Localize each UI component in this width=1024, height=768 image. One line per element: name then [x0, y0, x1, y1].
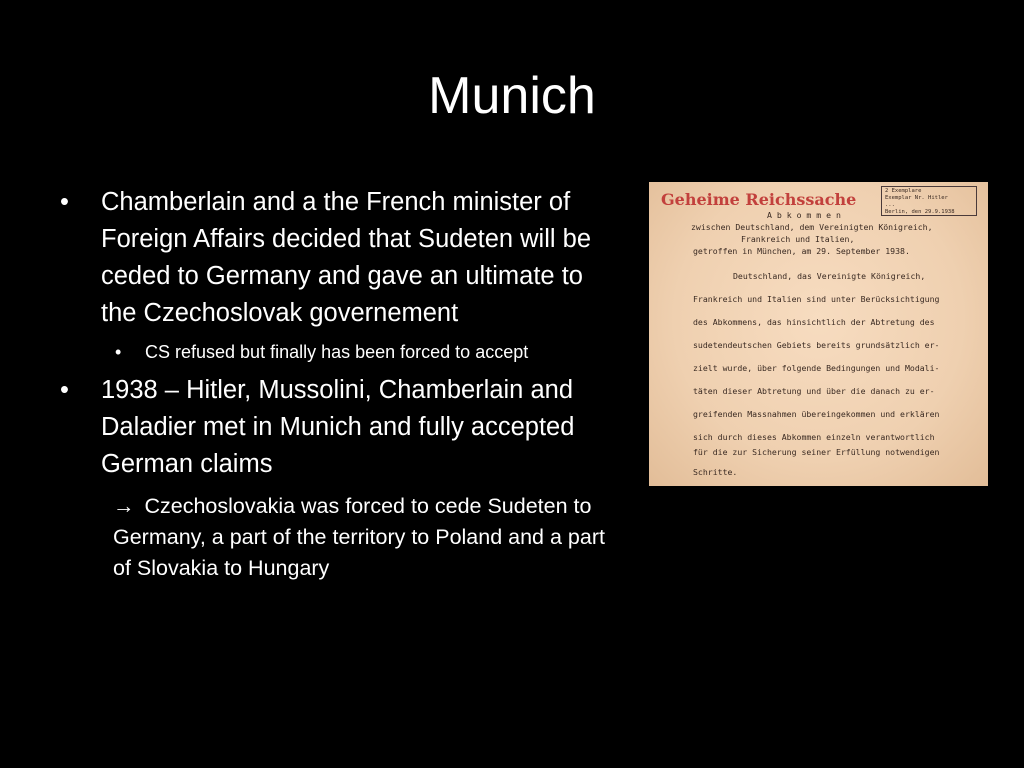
bullet-marker: • — [60, 376, 69, 404]
document-line: A b k o m m e n — [767, 210, 841, 220]
document-line: zwischen Deutschland, dem Vereinigten Königreich, — [691, 222, 933, 232]
document-line: sudetendeutschen Gebiets bereits grundsätzlich er- — [693, 340, 940, 350]
sub-bullet-item-1 — [60, 338, 625, 366]
document-line: greifenden Massnahmen übereingekommen und erklären — [693, 409, 940, 419]
bullet-marker: • — [60, 188, 69, 216]
bullet-continuation — [113, 491, 625, 584]
treaty-document-image — [649, 182, 988, 486]
document-line: Frankreich und Italien, — [741, 234, 855, 244]
bullet-text: Chamberlain and a the French minister of Foreign Affairs decided that Sudeten will be ceded to Germany and gave an ultimate to the Czechoslovak governement — [101, 188, 592, 327]
bullet-item-2 — [60, 372, 625, 483]
bullet-item-1 — [60, 184, 625, 332]
slide-title: Munich — [428, 67, 596, 125]
sub-bullet-text: CS refused but finally has been forced to accept — [145, 342, 529, 362]
document-line: Schritte. — [693, 467, 738, 477]
document-line: Deutschland, das Vereinigte Königreich, — [733, 271, 926, 281]
sub-bullet-marker: • — [115, 342, 122, 362]
bullet-text: 1938 – Hitler, Mussolini, Chamberlain and Daladier met in Munich and fully accepted German claims — [101, 376, 575, 478]
document-line: täten dieser Abtretung und über die danach zu er- — [693, 386, 935, 396]
document-line: Frankreich und Italien sind unter Berücksichtigung — [693, 294, 940, 304]
arrow-right-icon: → — [113, 494, 135, 518]
document-stamp: 2 Exemplare Exemplar Nr. Hitler ... Berlin, den 29.9.1938 — [881, 186, 977, 216]
bullet-list — [60, 184, 625, 584]
document-line: getroffen in München, am 29. September 1938. — [693, 246, 910, 256]
continuation-text: Czechoslovakia was forced to cede Sudeten to Germany, a part of the territory to Poland and a part of Slovakia to Hungary — [113, 494, 605, 580]
document-line: für die zur Sicherung seiner Erfüllung notwendigen — [693, 447, 940, 457]
document-line: zielt wurde, über folgende Bedingungen und Modali- — [693, 363, 940, 373]
document-line: des Abkommens, das hinsichtlich der Abtretung des — [693, 317, 935, 327]
document-heading: Geheime Reichssache — [661, 190, 857, 209]
document-line: sich durch dieses Abkommen einzeln verantwortlich — [693, 432, 935, 442]
